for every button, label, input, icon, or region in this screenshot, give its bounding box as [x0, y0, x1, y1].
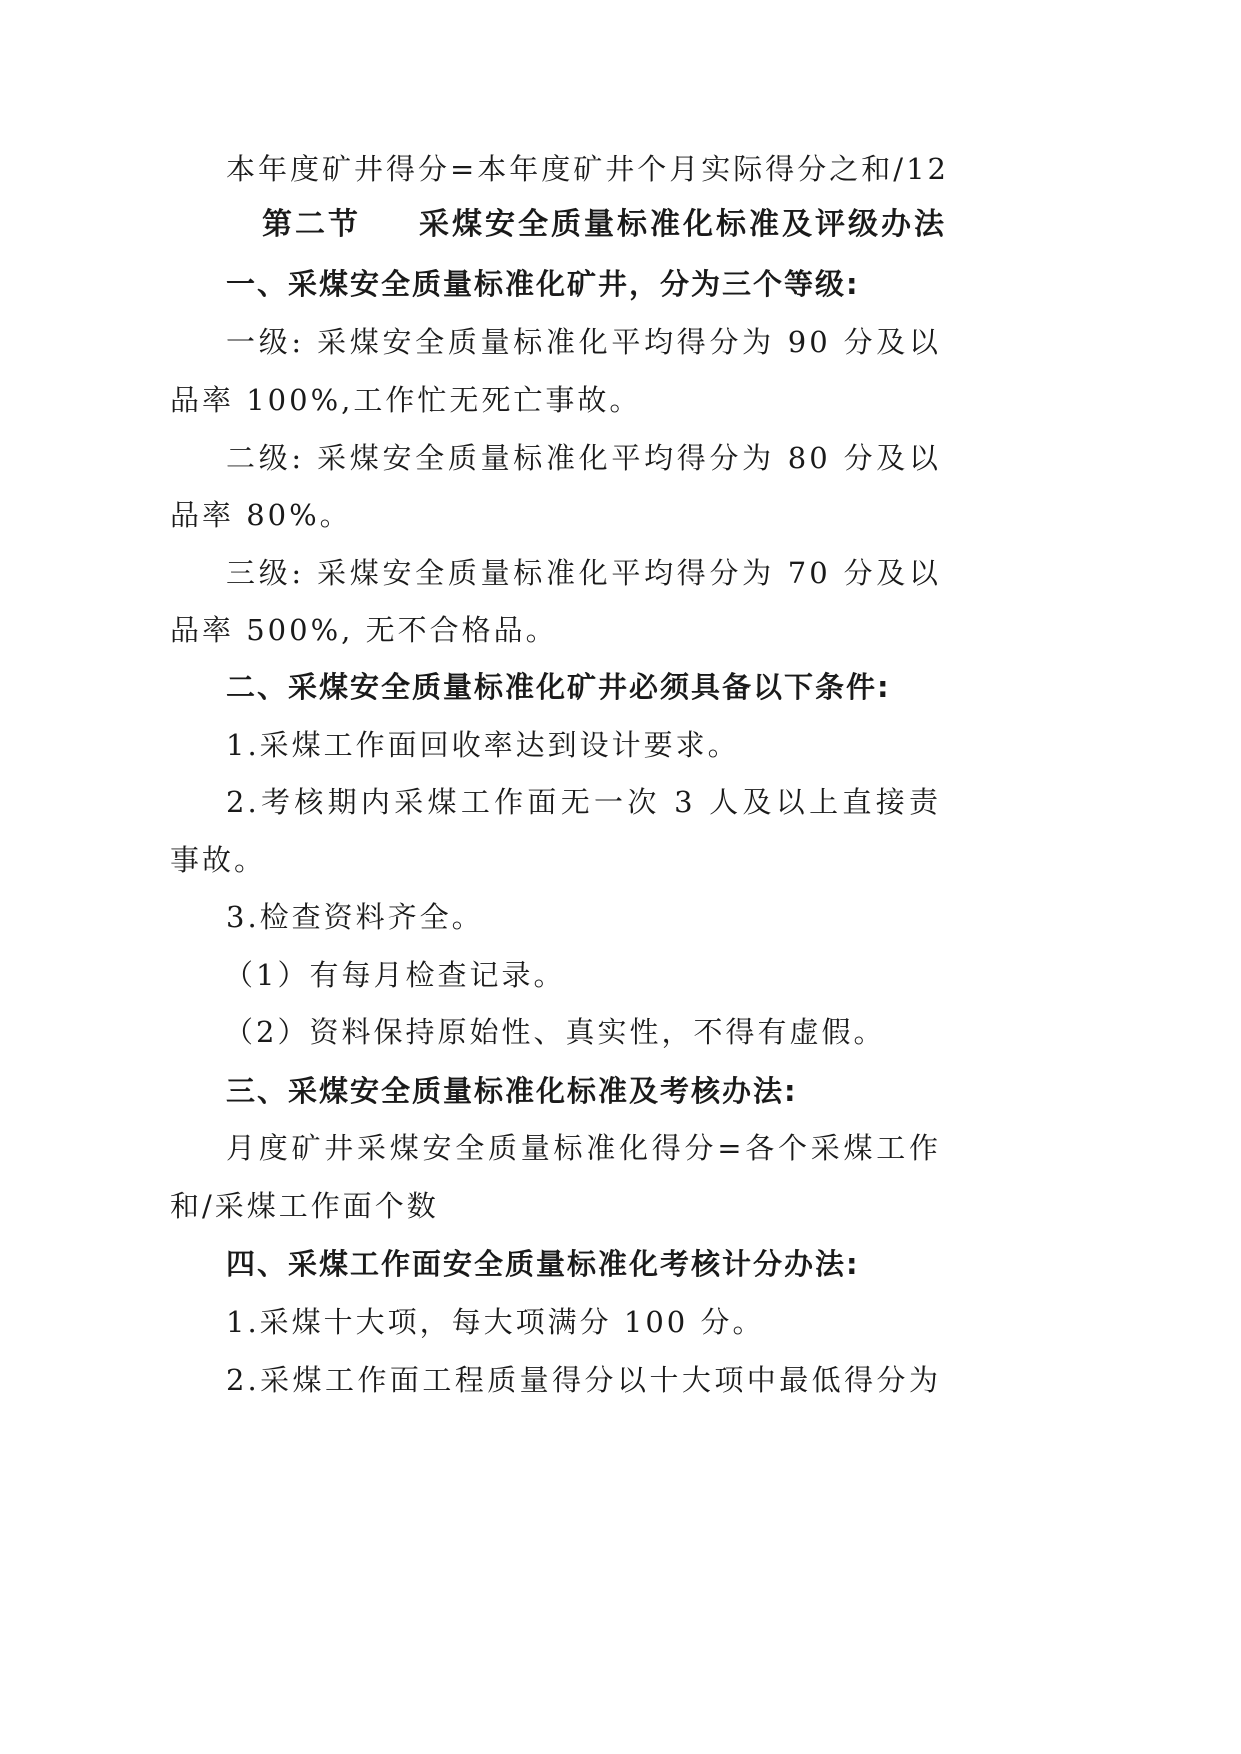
method-1: 1.采煤十大项，每大项满分 100 分。 [226, 1305, 765, 1339]
heading-standards: 三、采煤安全质量标准化标准及考核办法: [226, 1074, 798, 1108]
section-heading [262, 205, 947, 245]
condition-3-item-2: （2）资料保持原始性、真实性，不得有虚假。 [224, 1015, 886, 1049]
heading-conditions: 二、采煤安全质量标准化矿井必须具备以下条件: [226, 670, 891, 704]
condition-3-item-1: （1）有每月检查记录。 [224, 958, 566, 992]
grade1-line-1: 一级: 采煤安全质量标准化平均得分为 90 分及以 [226, 325, 941, 359]
condition-3: 3.检查资料齐全。 [226, 900, 484, 934]
grade3-line-2: 品率 500%, 无不合格品。 [170, 613, 558, 647]
grade1-line-2: 品率 100%,工作忙无死亡事故。 [170, 383, 642, 417]
condition-2-line-2: 事故。 [170, 843, 267, 877]
grade2-line-1: 二级: 采煤安全质量标准化平均得分为 80 分及以 [226, 441, 941, 475]
heading-scoring-method: 四、采煤工作面安全质量标准化考核计分办法: [226, 1247, 860, 1281]
method-2: 2.采煤工作面工程质量得分以十大项中最低得分为 [226, 1363, 941, 1397]
annual-score-formula: 本年度矿井得分=本年度矿井个月实际得分之和/12 [226, 152, 949, 186]
monthly-formula-line-1: 月度矿井采煤安全质量标准化得分=各个采煤工作 [226, 1131, 941, 1165]
monthly-formula-line-2: 和/采煤工作面个数 [170, 1189, 439, 1223]
condition-1: 1.采煤工作面回收率达到设计要求。 [226, 728, 740, 762]
grade3-line-1: 三级: 采煤安全质量标准化平均得分为 70 分及以 [226, 556, 941, 590]
condition-2-line-1: 2.考核期内采煤工作面无一次 3 人及以上直接责 [226, 785, 941, 819]
heading-grades: 一、采煤安全质量标准化矿井，分为三个等级: [226, 267, 860, 301]
grade2-line-2: 品率 80%。 [170, 498, 352, 532]
section-number: 第二节 [262, 207, 361, 242]
section-title: 采煤安全质量标准化标准及评级办法 [419, 207, 947, 242]
